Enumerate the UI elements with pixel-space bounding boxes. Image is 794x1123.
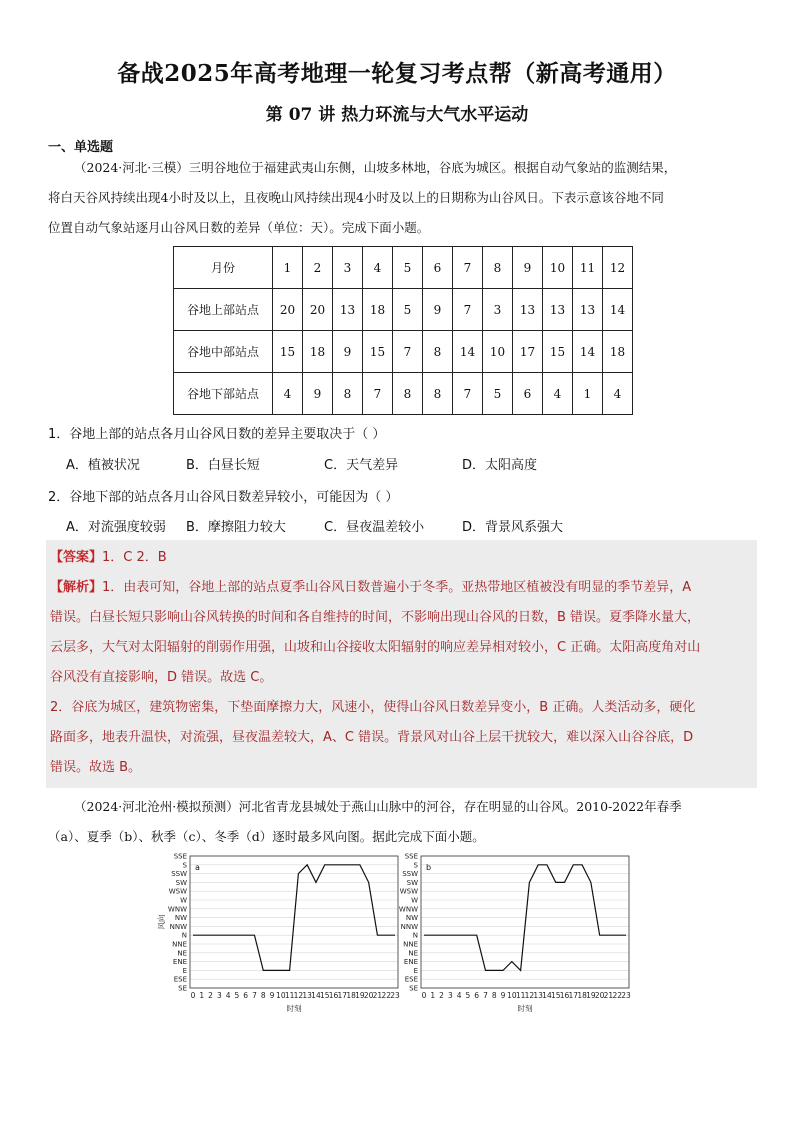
table-cell: 4 bbox=[603, 373, 633, 415]
x-tick-label: 12 bbox=[293, 991, 304, 1000]
x-tick-label: 0 bbox=[421, 991, 427, 1000]
table-cell: 3 bbox=[483, 289, 513, 331]
passage-1-line-1: （2024·河北·三模）三明谷地位于福建武夷山东侧，山坡多林地，谷底为城区。根据自动气象站的监测结果， bbox=[74, 160, 677, 175]
x-tick-label: 19 bbox=[355, 991, 365, 1000]
row-label: 谷地上部站点 bbox=[174, 289, 273, 331]
month-cell: 4 bbox=[363, 247, 393, 289]
x-tick-label: 14 bbox=[542, 991, 552, 1000]
table-header-cell: 月份 bbox=[174, 247, 273, 289]
question-2-options bbox=[66, 516, 582, 535]
y-tick-label: NNW bbox=[169, 922, 187, 931]
y-tick-label: SE bbox=[409, 984, 418, 993]
page-title: 备战2025年高考地理一轮复习考点帮（新高考通用） bbox=[117, 60, 677, 87]
answer-label: 【答案】 bbox=[50, 550, 103, 565]
y-tick-label: WSW bbox=[399, 887, 418, 896]
x-tick-label: 1 bbox=[199, 991, 205, 1000]
x-tick-label: 17 bbox=[568, 991, 579, 1000]
q1-option-b: B．白昼长短 bbox=[186, 458, 260, 473]
table-cell: 13 bbox=[573, 289, 603, 331]
y-tick-label: SE bbox=[178, 984, 187, 993]
table-cell: 15 bbox=[363, 331, 393, 373]
y-tick-label: SW bbox=[175, 878, 187, 887]
table-cell: 20 bbox=[303, 289, 333, 331]
table-cell: 7 bbox=[453, 373, 483, 415]
x-tick-label: 19 bbox=[586, 991, 596, 1000]
passage-2-line-1: （2024·河北沧州·模拟预测）河北省青龙县城处于燕山山脉中的河谷，存在明显的山谷风。2010-2022年春季 bbox=[74, 799, 682, 814]
q1-option-d: D．太阳高度 bbox=[462, 458, 538, 473]
y-tick-label: E bbox=[182, 966, 187, 975]
x-axis-title: 时刻 bbox=[517, 1004, 533, 1013]
x-tick-label: 0 bbox=[190, 991, 196, 1000]
table-cell: 14 bbox=[603, 289, 633, 331]
table-cell: 8 bbox=[423, 331, 453, 373]
x-axis-title: 时刻 bbox=[286, 1004, 302, 1013]
lesson-subtitle: 第 07 讲 热力环流与大气水平运动 bbox=[265, 105, 529, 125]
table-cell: 15 bbox=[543, 331, 573, 373]
table-cell: 9 bbox=[303, 373, 333, 415]
passage-1-line-3: 位置自动气象站逐月山谷风日数的差异（单位：天）。完成下面小题。 bbox=[48, 220, 430, 235]
x-tick-label: 22 bbox=[612, 991, 622, 1000]
passage-2-line-2: （a）、夏季（b）、秋季（c）、冬季（d）逐时最多风向图。据此完成下面小题。 bbox=[48, 829, 485, 844]
y-tick-label: ESE bbox=[173, 975, 187, 984]
table-cell: 8 bbox=[423, 373, 453, 415]
y-tick-label: WSW bbox=[168, 887, 187, 896]
answer-box bbox=[46, 540, 757, 788]
y-tick-label: NW bbox=[405, 914, 418, 923]
x-tick-label: 13 bbox=[302, 991, 312, 1000]
x-tick-label: 17 bbox=[337, 991, 348, 1000]
y-tick-label: N bbox=[412, 931, 418, 940]
y-tick-label: NNE bbox=[172, 940, 187, 949]
table-cell: 8 bbox=[333, 373, 363, 415]
x-tick-label: 22 bbox=[381, 991, 391, 1000]
q1-option-a: A．植被状况 bbox=[66, 458, 140, 473]
y-tick-label: ENE bbox=[172, 958, 187, 967]
y-tick-label: NNW bbox=[400, 922, 418, 931]
x-tick-label: 6 bbox=[243, 991, 249, 1000]
analysis-line: 谷风没有直接影响，D 错误。故选 C。 bbox=[50, 670, 273, 685]
x-tick-label: 3 bbox=[216, 991, 222, 1000]
x-tick-label: 21 bbox=[372, 991, 383, 1000]
month-cell: 7 bbox=[453, 247, 483, 289]
x-tick-label: 16 bbox=[328, 991, 339, 1000]
x-tick-label: 2 bbox=[208, 991, 213, 1000]
table-cell: 17 bbox=[513, 331, 543, 373]
analysis-line: 错误。白昼长短只影响山谷风转换的时间和各自维持的时间，不影响出现山谷风的日数，B 错误。夏季降水量大， bbox=[50, 610, 701, 625]
x-tick-label: 2 bbox=[439, 991, 444, 1000]
panel-label: b bbox=[426, 863, 432, 872]
table-cell: 18 bbox=[303, 331, 333, 373]
table-cell: 7 bbox=[453, 289, 483, 331]
table-cell: 5 bbox=[483, 373, 513, 415]
y-tick-label: SW bbox=[406, 878, 418, 887]
x-tick-label: 15 bbox=[319, 991, 330, 1000]
y-tick-label: W bbox=[180, 896, 187, 905]
x-tick-label: 3 bbox=[447, 991, 453, 1000]
x-tick-label: 23 bbox=[390, 991, 400, 1000]
x-tick-label: 7 bbox=[252, 991, 257, 1000]
x-tick-label: 8 bbox=[491, 991, 497, 1000]
x-tick-label: 21 bbox=[603, 991, 614, 1000]
month-cell: 12 bbox=[603, 247, 633, 289]
month-cell: 11 bbox=[573, 247, 603, 289]
table-cell: 7 bbox=[363, 373, 393, 415]
analysis-line: 路面多，地表升温快，对流强，昼夜温差较大，A、C 错误。背景风对山谷上层干扰较大，难以深入山谷谷底，D bbox=[50, 730, 694, 745]
analysis-text: 1．由表可知，谷地上部的站点夏季山谷风日数普遍小于冬季。亚热带地区植被没有明显的季节差异，A bbox=[102, 580, 692, 595]
analysis-line bbox=[50, 578, 754, 598]
table-cell: 6 bbox=[513, 373, 543, 415]
x-tick-label: 8 bbox=[260, 991, 266, 1000]
y-tick-label: NE bbox=[408, 949, 418, 958]
table-cell: 14 bbox=[453, 331, 483, 373]
y-tick-label: N bbox=[181, 931, 187, 940]
x-tick-label: 16 bbox=[559, 991, 570, 1000]
table-cell: 5 bbox=[393, 289, 423, 331]
month-cell: 8 bbox=[483, 247, 513, 289]
month-cell: 3 bbox=[333, 247, 363, 289]
x-tick-label: 9 bbox=[500, 991, 506, 1000]
month-cell: 1 bbox=[273, 247, 303, 289]
answer-text: 1．C 2．B bbox=[102, 550, 167, 565]
y-tick-label: ENE bbox=[403, 958, 418, 967]
x-tick-label: 13 bbox=[533, 991, 543, 1000]
y-tick-label: W bbox=[411, 896, 418, 905]
x-tick-label: 7 bbox=[483, 991, 488, 1000]
month-cell: 5 bbox=[393, 247, 423, 289]
row-label: 谷地下部站点 bbox=[174, 373, 273, 415]
y-tick-label: NW bbox=[174, 914, 187, 923]
x-tick-label: 15 bbox=[550, 991, 561, 1000]
y-tick-label: S bbox=[413, 861, 418, 870]
table-row bbox=[174, 373, 633, 415]
table-cell: 13 bbox=[513, 289, 543, 331]
y-tick-label: SSE bbox=[173, 852, 187, 861]
x-tick-label: 1 bbox=[430, 991, 436, 1000]
q2-option-a: A．对流强度较弱 bbox=[66, 520, 166, 535]
month-cell: 6 bbox=[423, 247, 453, 289]
x-tick-label: 6 bbox=[474, 991, 480, 1000]
y-tick-label: ESE bbox=[404, 975, 418, 984]
y-tick-label: SSW bbox=[171, 870, 187, 879]
y-axis-title: 风向 bbox=[157, 914, 166, 930]
question-1-stem: 1．谷地上部的站点各月山谷风日数的差异主要取决于（ ） bbox=[48, 427, 386, 442]
row-label: 谷地中部站点 bbox=[174, 331, 273, 373]
x-tick-label: 20 bbox=[594, 991, 605, 1000]
x-tick-label: 11 bbox=[515, 991, 526, 1000]
table-cell: 20 bbox=[273, 289, 303, 331]
table-cell: 4 bbox=[543, 373, 573, 415]
analysis-line: 错误。故选 B。 bbox=[50, 760, 142, 775]
analysis-label: 【解析】 bbox=[50, 580, 103, 595]
table-cell: 18 bbox=[603, 331, 633, 373]
month-cell: 10 bbox=[543, 247, 573, 289]
x-tick-label: 5 bbox=[234, 991, 240, 1000]
station-table bbox=[173, 246, 633, 415]
q1-option-c: C．天气差异 bbox=[324, 458, 399, 473]
y-tick-label: NE bbox=[177, 949, 187, 958]
answer-line bbox=[50, 548, 754, 568]
y-tick-label: SSW bbox=[402, 870, 418, 879]
x-tick-label: 5 bbox=[465, 991, 471, 1000]
y-tick-label: WNW bbox=[167, 905, 187, 914]
table-row bbox=[174, 331, 633, 373]
table-cell: 7 bbox=[393, 331, 423, 373]
analysis-line: 2．谷底为城区，建筑物密集，下垫面摩擦力大，风速小，使得山谷风日数差异变小，B 正确。人类活动多，硬化 bbox=[50, 700, 696, 715]
table-cell: 9 bbox=[333, 331, 363, 373]
table-cell: 8 bbox=[393, 373, 423, 415]
q2-option-d: D．背景风系强大 bbox=[462, 520, 564, 535]
table-cell: 15 bbox=[273, 331, 303, 373]
month-cell: 2 bbox=[303, 247, 333, 289]
table-cell: 9 bbox=[423, 289, 453, 331]
table-cell: 10 bbox=[483, 331, 513, 373]
y-tick-label: WNW bbox=[398, 905, 418, 914]
wind-direction-charts bbox=[0, 850, 794, 1020]
x-tick-label: 12 bbox=[524, 991, 535, 1000]
x-tick-label: 23 bbox=[621, 991, 631, 1000]
q2-option-b: B．摩擦阻力较大 bbox=[186, 520, 286, 535]
table-cell: 18 bbox=[363, 289, 393, 331]
x-tick-label: 10 bbox=[507, 991, 517, 1000]
y-tick-label: E bbox=[413, 966, 418, 975]
table-cell: 4 bbox=[273, 373, 303, 415]
x-tick-label: 18 bbox=[346, 991, 356, 1000]
month-cell: 9 bbox=[513, 247, 543, 289]
table-cell: 13 bbox=[543, 289, 573, 331]
x-tick-label: 14 bbox=[311, 991, 321, 1000]
table-row bbox=[174, 289, 633, 331]
q2-option-c: C．昼夜温差较小 bbox=[324, 520, 425, 535]
table-cell: 1 bbox=[573, 373, 603, 415]
passage-1-line-2: 将白天谷风持续出现4小时及以上，且夜晚山风持续出现4小时及以上的日期称为山谷风日。下表示意该谷地不同 bbox=[48, 190, 664, 205]
analysis-line: 云层多，大气对太阳辐射的削弱作用强，山坡和山谷接收太阳辐射的响应差异相对较小，C 正确。太阳高度角对山 bbox=[50, 640, 701, 655]
table-cell: 13 bbox=[333, 289, 363, 331]
x-tick-label: 10 bbox=[276, 991, 286, 1000]
panel-label: a bbox=[195, 863, 200, 872]
section-title: 一、单选题 bbox=[48, 140, 114, 155]
x-tick-label: 11 bbox=[284, 991, 295, 1000]
x-tick-label: 4 bbox=[456, 991, 462, 1000]
y-tick-label: S bbox=[182, 861, 187, 870]
x-tick-label: 18 bbox=[577, 991, 587, 1000]
x-tick-label: 9 bbox=[269, 991, 275, 1000]
y-tick-label: SSE bbox=[404, 852, 418, 861]
question-2-stem: 2．谷地下部的站点各月山谷风日数差异较小，可能因为（ ） bbox=[48, 490, 399, 505]
x-tick-label: 20 bbox=[363, 991, 374, 1000]
question-1-options bbox=[66, 454, 582, 473]
table-cell: 14 bbox=[573, 331, 603, 373]
y-tick-label: NNE bbox=[403, 940, 418, 949]
table-header-row bbox=[174, 247, 633, 289]
x-tick-label: 4 bbox=[225, 991, 231, 1000]
